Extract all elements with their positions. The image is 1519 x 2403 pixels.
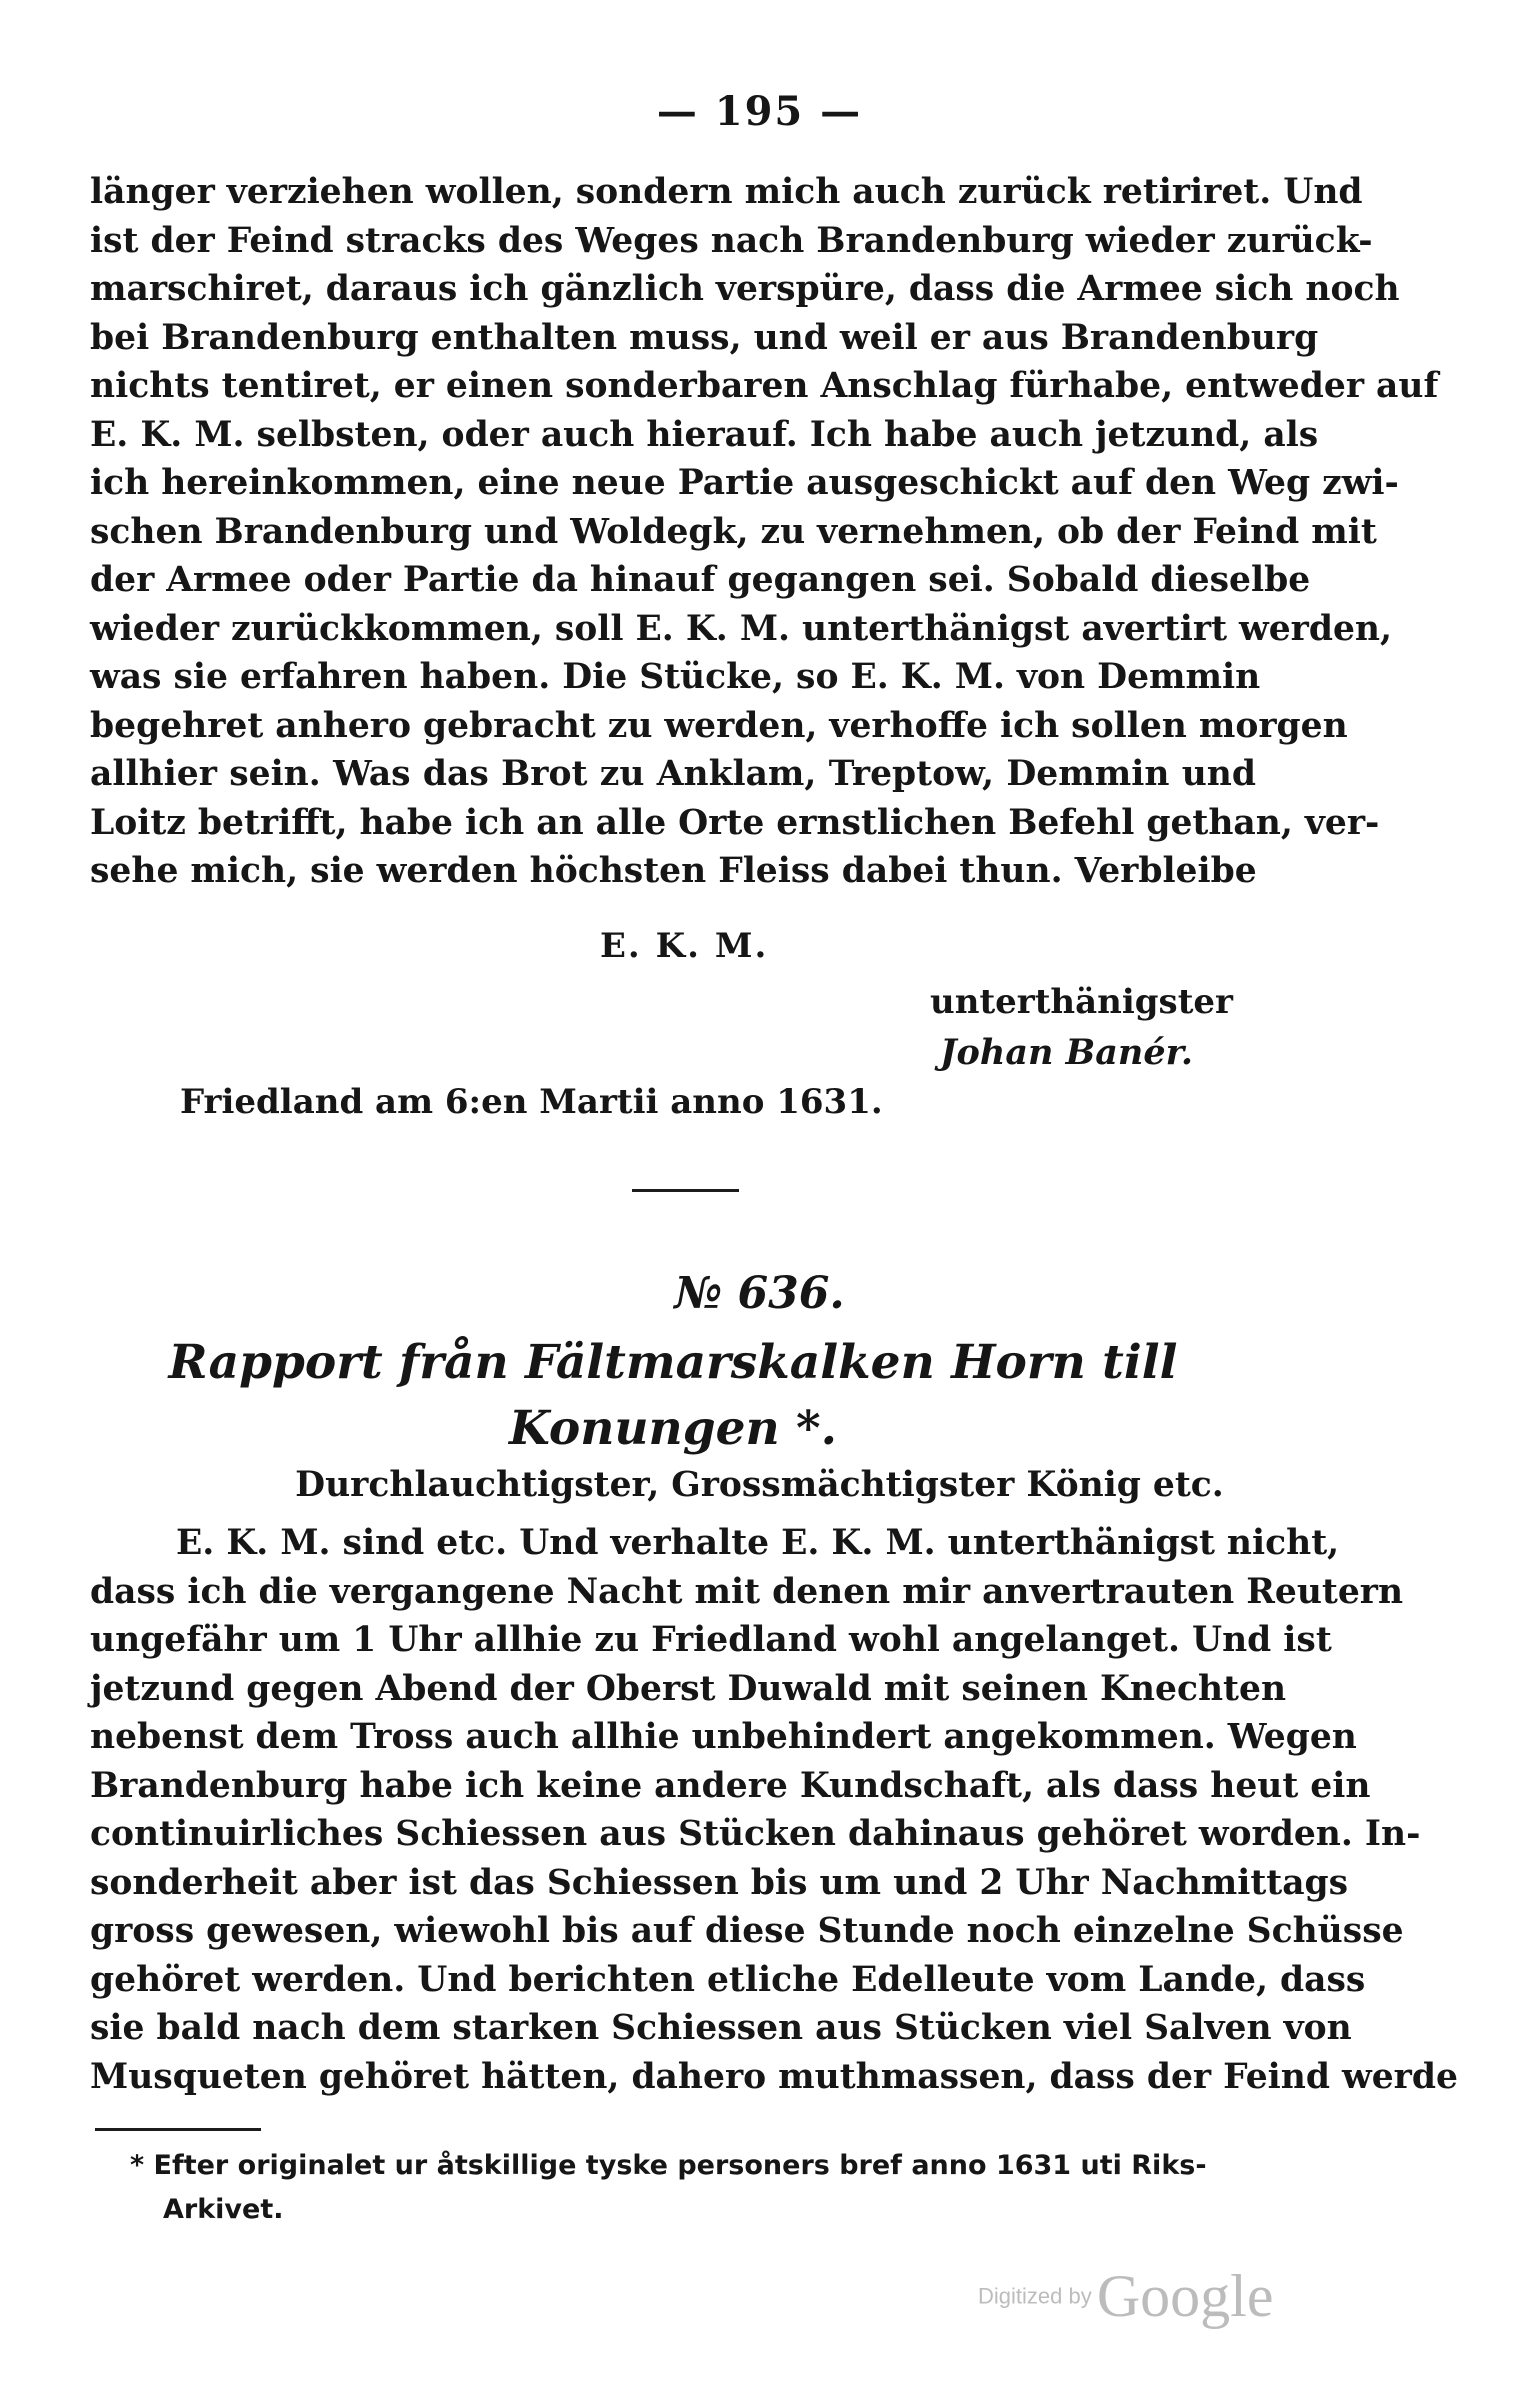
digitized-watermark [978, 2262, 1273, 2331]
text-line: gehöret werden. Und berichten etliche Edelleute vom Lande, dass [90, 1959, 1366, 2000]
text-line: bei Brandenburg enthalten muss, und weil er aus Brandenburg [90, 317, 1319, 358]
text-line: sehe mich, sie werden höchsten Fleiss dabei thun. Verbleibe [90, 851, 1257, 891]
text-line: E. K. M. selbsten, oder auch hierauf. Ich habe auch jetzund, als [90, 414, 1319, 455]
text-line: allhier sein. Was das Brot zu Anklam, Treptow, Demmin und [90, 754, 1256, 794]
salutation: Durchlauchtigster, Grossmächtigster König etc. [295, 1465, 1224, 1505]
text-line: wieder zurückkommen, soll E. K. M. unterthänigst avertirt werden, [90, 608, 1393, 649]
signature: Johan Banér. [940, 1032, 1194, 1073]
section-divider [632, 1189, 739, 1192]
text-line: länger verziehen wollen, sondern mich auch zurück retiriret. Und [90, 172, 1363, 212]
document-body [90, 1519, 1458, 2101]
text-line: ist der Feind stracks des Weges nach Brandenburg wieder zurück- [90, 220, 1373, 261]
text-line: ich hereinkommen, eine neue Partie ausgeschickt auf den Weg zwi- [90, 463, 1399, 503]
page-number: — 195 — [656, 88, 863, 135]
text-line: Loitz betrifft, habe ich an alle Orte ernstlichen Befehl gethan, ver- [90, 802, 1380, 843]
closing-title: unterthänigster [930, 982, 1233, 1022]
closing-address: E. K. M. [600, 926, 769, 966]
footnote-line: * Efter originalet ur åtskillige tyske personers bref anno 1631 uti Riks- [130, 2150, 1207, 2181]
text-line: der Armee oder Partie da hinauf gegangen sei. Sobald dieselbe [90, 560, 1311, 600]
footnote [130, 2144, 1250, 2232]
text-line: dass ich die vergangene Nacht mit denen mir anvertrauten Reutern [90, 1571, 1404, 1612]
letter-body [90, 168, 1439, 896]
text-line: marschiret, daraus ich gänzlich verspüre, dass die Armee sich noch [90, 269, 1400, 309]
document-number: № 636. [674, 1268, 845, 1319]
text-line: E. K. M. sind etc. Und verhalte E. K. M. unterthänigst nicht, [176, 1523, 1340, 1563]
place-date: Friedland am 6:en Martii anno 1631. [180, 1082, 883, 1122]
text-line: schen Brandenburg und Woldegk, zu vernehmen, ob der Feind mit [90, 511, 1377, 552]
document-title [90, 1330, 1256, 1462]
text-line: ungefähr um 1 Uhr allhie zu Friedland wohl angelanget. Und ist [90, 1620, 1332, 1660]
text-line: begehret anhero gebracht zu werden, verhoffe ich sollen morgen [90, 705, 1348, 746]
text-line: sonderheit aber ist das Schiessen bis um und 2 Uhr Nachmittags [90, 1862, 1349, 1903]
watermark-brand: Google [1096, 2263, 1274, 2329]
text-line: nichts tentiret, er einen sonderbaren Anschlag fürhabe, entweder auf [90, 366, 1439, 406]
text-line: sie bald nach dem starken Schiessen aus Stücken viel Salven von [90, 2008, 1352, 2048]
text-line: Brandenburg habe ich keine andere Kundschaft, als dass heut ein [90, 1765, 1371, 1806]
text-line: continuirliches Schiessen aus Stücken dahinaus gehöret worden. In- [90, 1814, 1421, 1854]
document-title-line: Konungen *. [509, 1401, 837, 1456]
document-title-line: Rapport från Fältmarskalken Horn till [168, 1335, 1178, 1390]
text-line: jetzund gegen Abend der Oberst Duwald mit seinen Knechten [90, 1668, 1287, 1709]
text-line: Musqueten gehöret hätten, dahero muthmassen, dass der Feind werde [90, 2056, 1458, 2097]
watermark-prefix: Digitized by [978, 2283, 1092, 2309]
footnote-line: Arkivet. [163, 2194, 284, 2225]
text-line: nebenst dem Tross auch allhie unbehindert angekommen. Wegen [90, 1717, 1357, 1757]
footnote-divider [95, 2128, 261, 2131]
text-line: gross gewesen, wiewohl bis auf diese Stunde noch einzelne Schüsse [90, 1911, 1404, 1951]
text-line: was sie erfahren haben. Die Stücke, so E. K. M. von Demmin [90, 657, 1261, 697]
